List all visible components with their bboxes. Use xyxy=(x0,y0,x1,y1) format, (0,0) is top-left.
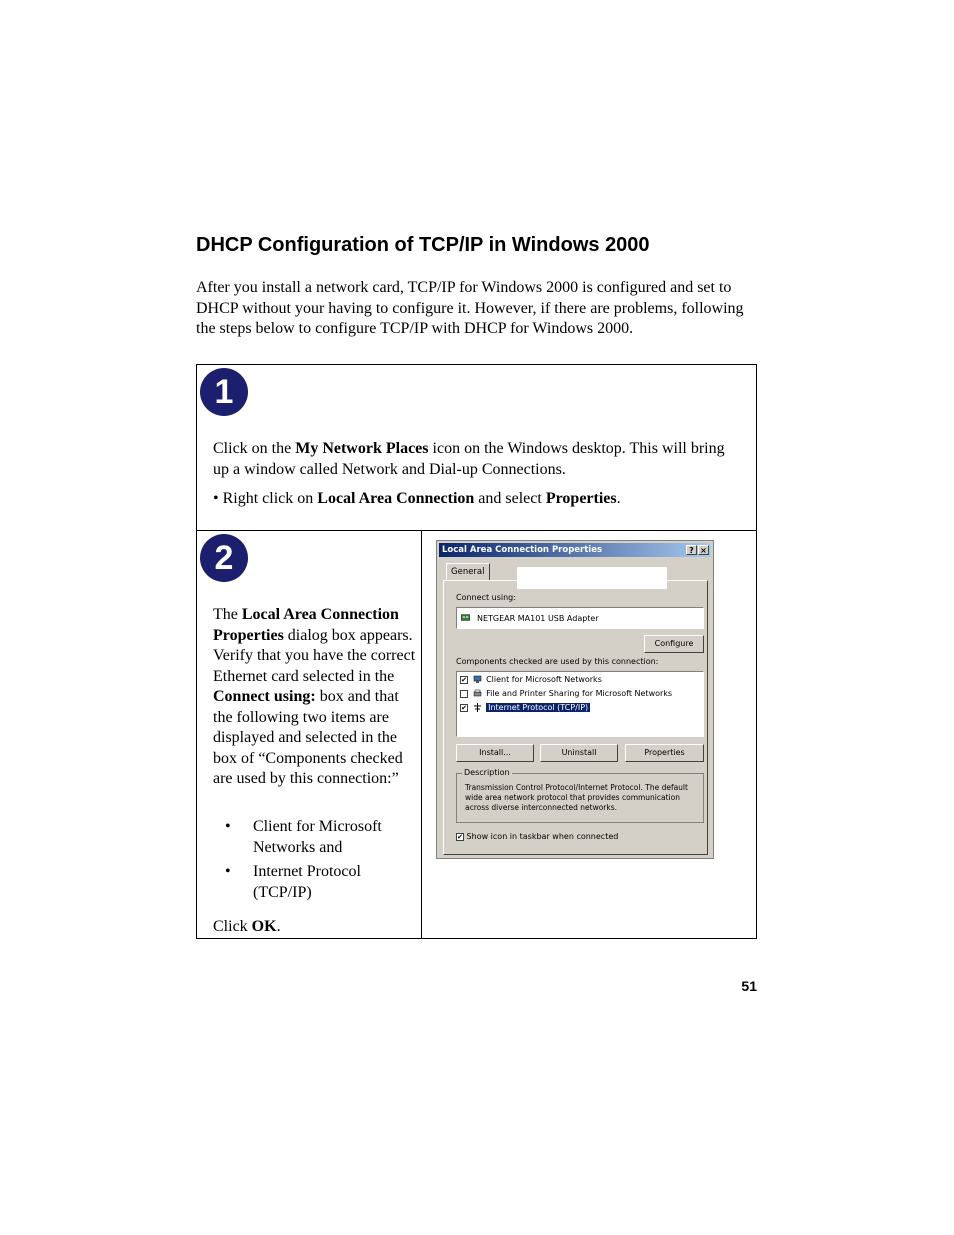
description-groupbox xyxy=(456,768,704,823)
printer-icon xyxy=(473,689,482,698)
show-icon-checkbox[interactable]: ✔ xyxy=(457,832,463,841)
list-item[interactable] xyxy=(460,674,602,686)
uninstall-button[interactable]: Uninstall xyxy=(540,744,618,762)
step-1-instruction: Click on the My Network Places icon on the Windows desktop. This will bring up a window called Network and Dial-up Connections. xyxy=(213,440,725,478)
step-2-bullet-list xyxy=(213,817,418,907)
show-icon-option[interactable] xyxy=(456,832,618,841)
local-area-connection-dialog xyxy=(436,540,714,859)
properties-button[interactable]: Properties xyxy=(625,744,704,762)
list-item: • Internet Protocol (TCP/IP) xyxy=(225,863,361,901)
component-checkbox[interactable] xyxy=(460,690,468,698)
components-label: Components checked are used by this connection: xyxy=(456,657,659,666)
list-item[interactable] xyxy=(460,702,590,714)
intro-paragraph: After you install a network card, TCP/IP for Windows 2000 is configured and set to DHCP without your having to configure it. However, if there are problems, following the steps below to configure TCP/IP with DHCP for Windows 2000. xyxy=(196,279,744,337)
connect-using-label: Connect using: xyxy=(456,593,516,602)
dialog-titlebar xyxy=(439,543,711,557)
selected-component-label: Internet Protocol (TCP/IP) xyxy=(488,703,589,712)
help-button[interactable]: ? xyxy=(686,545,697,555)
show-icon-label: Show icon in taskbar when connected xyxy=(466,832,619,841)
tab-general[interactable]: General xyxy=(446,563,490,581)
adapter-field[interactable] xyxy=(456,607,704,629)
description-text: Transmission Control Protocol/Internet Protocol. The default wide area network protocol that provides communication across diverse interconnected networks. xyxy=(465,783,688,812)
component-label: File and Printer Sharing for Microsoft Networks xyxy=(486,689,673,698)
step-2-text-cell xyxy=(197,531,422,938)
description-label: Description xyxy=(464,768,510,777)
general-tab-panel xyxy=(443,580,708,855)
dialog-title: Local Area Connection Properties xyxy=(442,545,603,555)
list-item[interactable] xyxy=(460,688,672,700)
step-1-row xyxy=(197,365,756,531)
configure-button[interactable]: Configure xyxy=(644,635,704,653)
step-1-bullet: • Right click on Local Area Connection and select Properties. xyxy=(213,490,621,507)
protocol-icon xyxy=(473,703,482,712)
step-2-instruction: The Local Area Connection Properties dialog box appears. Verify that you have the correct Ethernet card selected in the Connect using: box and that the following two items are displayed and selected in the box of “Components checked are used by this connection:” xyxy=(213,606,416,787)
client-icon xyxy=(473,675,482,684)
page-number: 51 xyxy=(741,978,757,994)
adapter-name: NETGEAR MA101 USB Adapter xyxy=(477,614,599,623)
step-2-badge: 2 xyxy=(200,534,248,582)
step-1-badge: 1 xyxy=(200,368,248,416)
component-label: Client for Microsoft Networks xyxy=(486,675,602,684)
network-card-icon xyxy=(461,613,470,622)
section-heading: DHCP Configuration of TCP/IP in Windows 2000 xyxy=(196,234,650,256)
list-item: • Client for Microsoft Networks and xyxy=(225,818,382,856)
close-button[interactable]: × xyxy=(698,545,709,555)
step-2-click-ok: Click OK. xyxy=(213,918,281,935)
component-checkbox[interactable]: ✔ xyxy=(461,703,467,712)
component-checkbox[interactable]: ✔ xyxy=(461,675,467,684)
components-list[interactable] xyxy=(456,671,704,737)
install-button[interactable]: Install... xyxy=(456,744,534,762)
